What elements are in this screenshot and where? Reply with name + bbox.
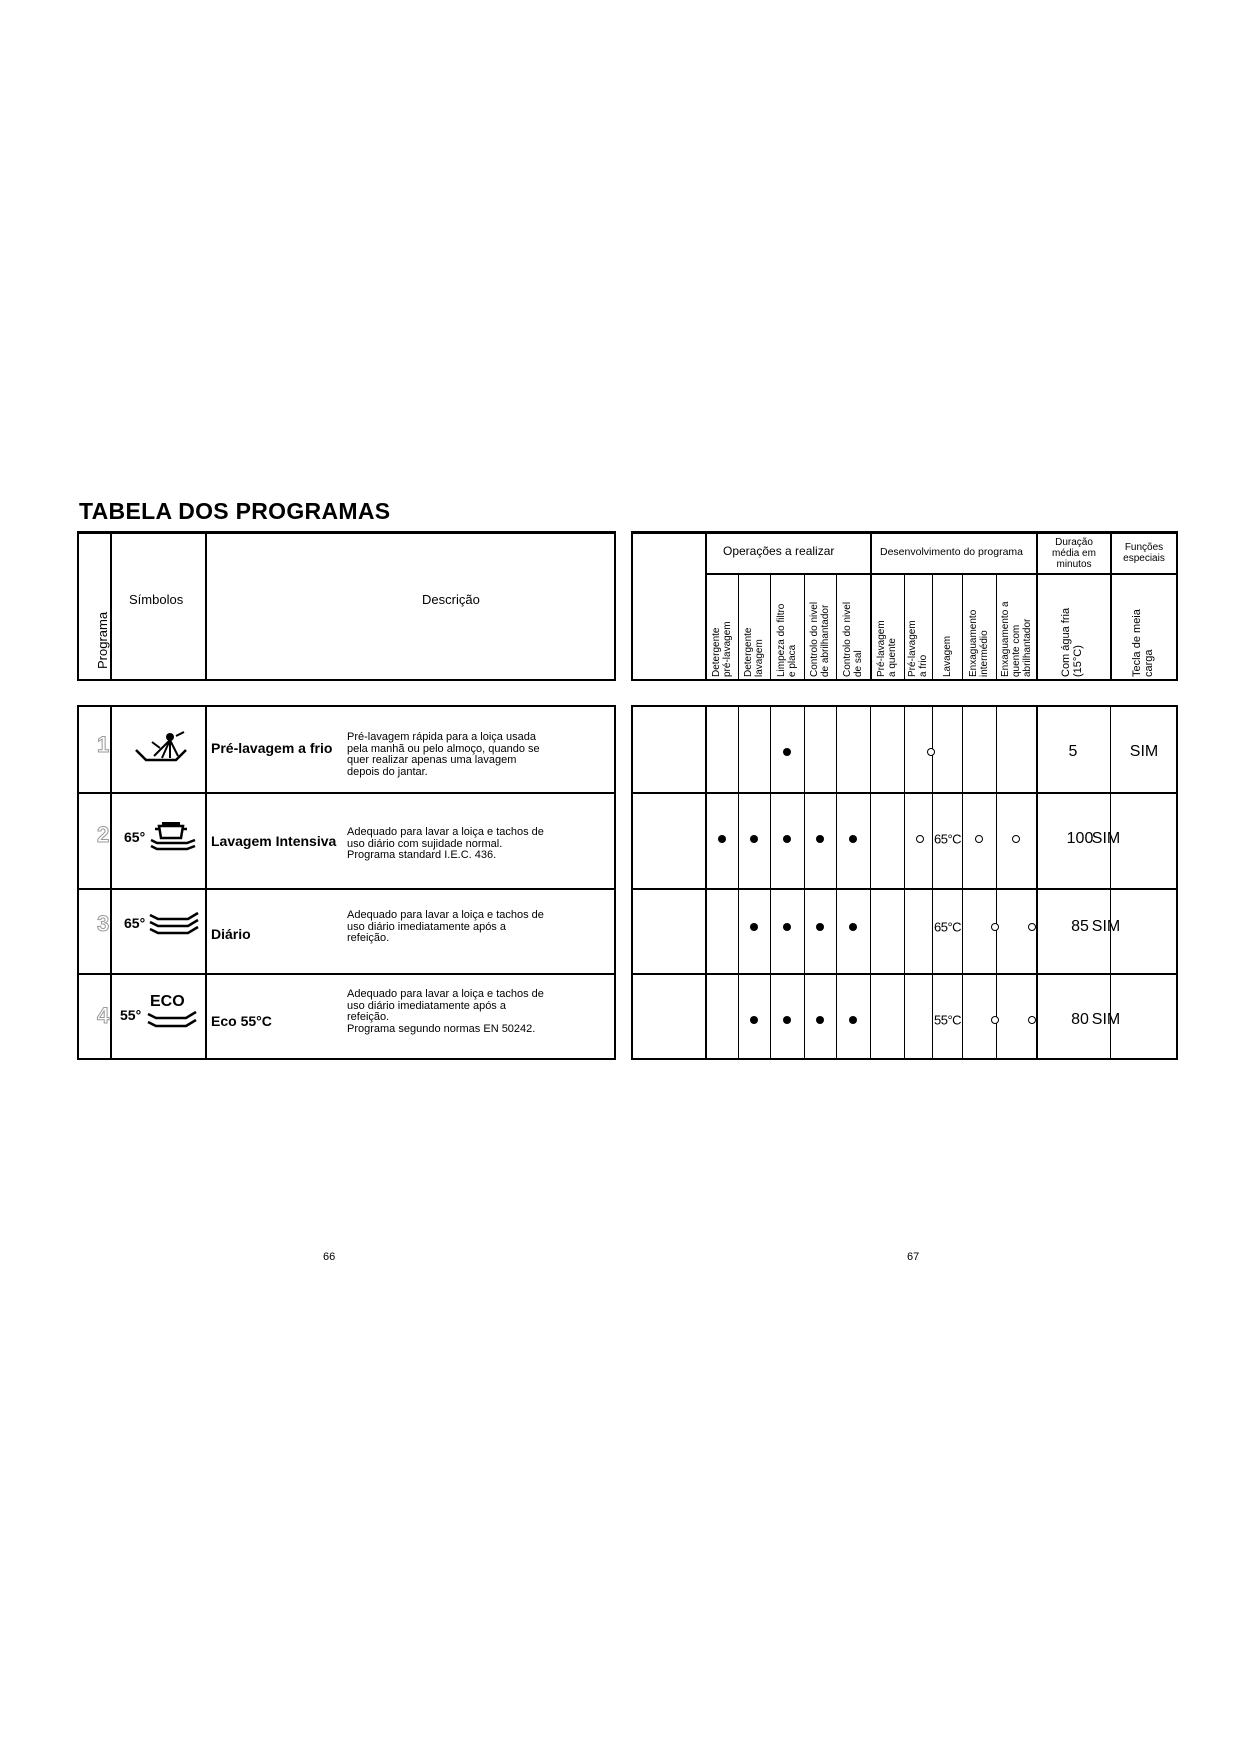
page-number-right: 67: [907, 1251, 920, 1263]
program-name-1: Pré-lavagem a frio: [211, 740, 333, 756]
half-load-3: SIM: [1091, 918, 1121, 935]
descricao-header: Descrição: [422, 592, 480, 607]
column-header-pre-lavagem-a-quente: Pré-lavagem a quente: [876, 620, 898, 677]
duration-3: 85: [1071, 918, 1089, 935]
column-header-pre-lavagem-a-frio: Pré-lavagem a frio: [907, 620, 929, 677]
program-description-1: Pré-lavagem rápida para a loiça usada pela manhã ou pelo almoço, quando se quer realizar apenas uma lavagem depois do jantar.: [347, 731, 540, 778]
column-header-detergente-pre-lavagem: Detergente pré-lavagem: [711, 621, 733, 677]
wash-temp-2: 65°C: [934, 831, 962, 847]
dot-mark-r3-c2: [750, 923, 758, 931]
program-number-2: 2: [97, 822, 110, 847]
eco-wash-icon: [146, 1010, 198, 1032]
duracao-header: Duração média em minutos: [1052, 537, 1096, 570]
program-name-4: Eco 55°C: [211, 1013, 272, 1029]
duration-2: 100: [1066, 830, 1094, 847]
program-symbol-temp-2: 65°: [124, 829, 146, 845]
program-number-3: 3: [97, 911, 110, 936]
dot-mark-r4-c2: [750, 1016, 758, 1024]
column-header-com-agua-fria-15-c: Com água fria (15°C): [1060, 607, 1084, 677]
circle-mark-r2-c7: [916, 835, 924, 843]
dot-mark-r4-c3: [783, 1016, 791, 1024]
programa-header: Programa: [95, 611, 110, 669]
dot-mark-r3-c4: [816, 923, 824, 931]
funcoes-header: Funções especiais: [1123, 542, 1165, 564]
cold-prewash-icon: [132, 728, 192, 770]
dot-mark-r2-c4: [816, 835, 824, 843]
pot-icon: [149, 818, 197, 854]
program-number-4: 4: [97, 1003, 110, 1028]
program-name-2: Lavagem Intensiva: [211, 833, 337, 849]
dot-mark-r2-c3: [783, 835, 791, 843]
program-symbol-temp-4: 55°: [120, 1007, 142, 1023]
circle-mark-r4-c10: [1028, 1016, 1036, 1024]
simbolos-header: Símbolos: [129, 592, 184, 607]
eco-label: ECO: [150, 993, 185, 1010]
column-header-tecla-de-meia-carga: Tecla de meia carga: [1131, 609, 1155, 677]
dot-mark-r2-c2: [750, 835, 758, 843]
page-title: TABELA DOS PROGRAMAS: [79, 498, 391, 524]
wash-temp-3: 65°C: [934, 919, 962, 935]
dot-mark-r2-c5: [849, 835, 857, 843]
page-number-left: 66: [323, 1251, 336, 1263]
program-symbol-temp-3: 65°: [124, 915, 146, 931]
half-load-2: SIM: [1091, 830, 1121, 847]
program-description-4: Adequado para lavar a loiça e tachos de uso diário imediatamente após a refeição. Programa segundo normas EN 50242.: [347, 988, 544, 1035]
duration-1: 5: [1068, 743, 1078, 760]
dot-mark-r2-c1: [718, 835, 726, 843]
circle-mark-r2-c10: [1012, 835, 1020, 843]
program-description-3: Adequado para lavar a loiça e tachos de uso diário imediatamente após a refeição.: [347, 909, 544, 944]
operacoes-header: Operações a realizar: [723, 544, 835, 558]
column-header-enxaguamento-a-quente-com-abrilhantador: Enxaguamento a quente com abrilhantador: [1000, 601, 1033, 677]
column-header-limpeza-do-filtro-e-placa: Limpeza do filtro e placa: [776, 603, 798, 677]
desenvolvimento-header: Desenvolvimento do programa: [880, 546, 1023, 558]
program-description-2: Adequado para lavar a loiça e tachos de uso diário com sujidade normal. Programa standard I.E.C. 436.: [347, 826, 544, 861]
half-load-4: SIM: [1091, 1011, 1121, 1028]
column-header-controlo-do-nivel-de-sal: Controlo do nivel de sal: [842, 601, 864, 677]
duration-4: 80: [1071, 1011, 1089, 1028]
column-header-lavagem: Lavagem: [942, 635, 953, 677]
column-header-enxaguamento-intermedio: Enxaguamento intermédio: [968, 609, 990, 677]
column-header-detergente-lavagem: Detergente lavagem: [743, 627, 765, 677]
dot-mark-r4-c5: [849, 1016, 857, 1024]
daily-wash-icon: [148, 909, 200, 941]
circle-mark-r1-c7: [927, 748, 935, 756]
half-load-1: SIM: [1129, 743, 1159, 760]
column-header-controlo-do-nivel-de-abrilhantador: Controlo do nivel de abrilhantador: [809, 601, 831, 677]
dot-mark-r3-c3: [783, 923, 791, 931]
dot-mark-r1-c3: [783, 748, 791, 756]
program-name-3: Diário: [211, 926, 251, 942]
dot-mark-r4-c4: [816, 1016, 824, 1024]
dot-mark-r3-c5: [849, 923, 857, 931]
circle-mark-r4-c9: [991, 1016, 999, 1024]
program-number-1: 1: [97, 732, 110, 757]
circle-mark-r3-c10: [1028, 923, 1036, 931]
circle-mark-r2-c9: [975, 835, 983, 843]
wash-temp-4: 55°C: [934, 1012, 962, 1028]
circle-mark-r3-c9: [991, 923, 999, 931]
